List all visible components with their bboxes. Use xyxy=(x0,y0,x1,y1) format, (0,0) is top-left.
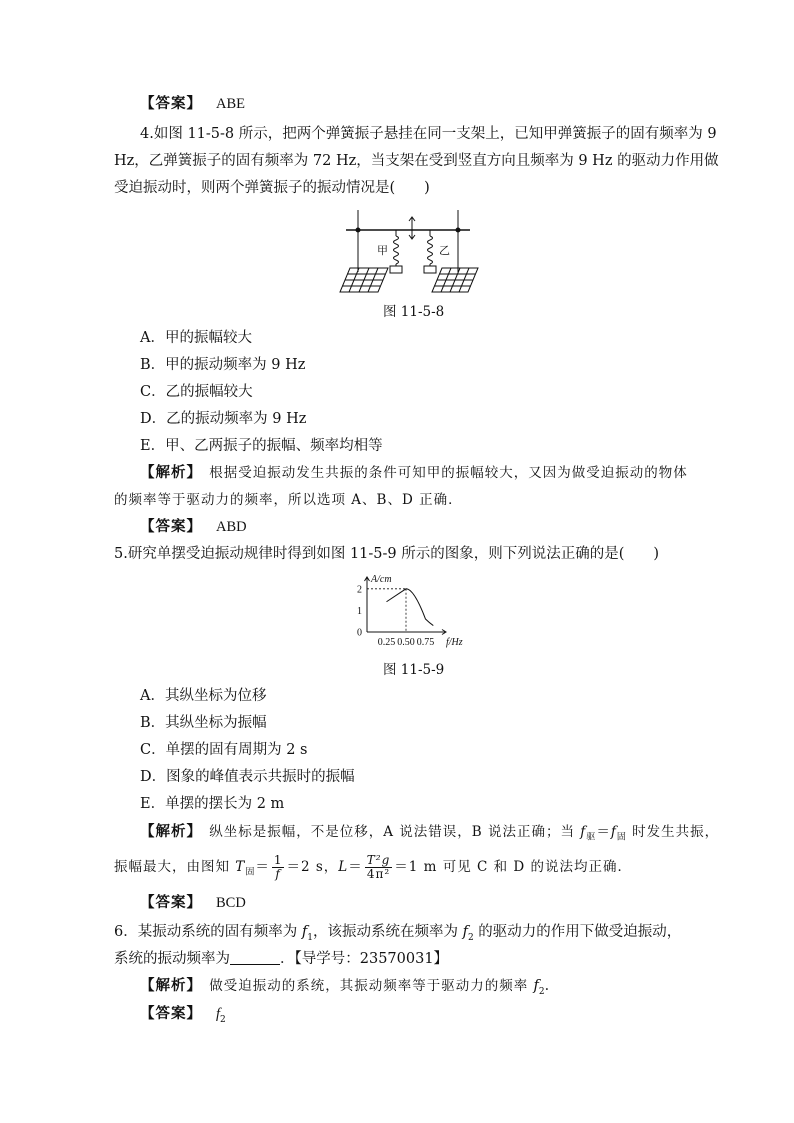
q4-option-a: A．甲的振幅较大 xyxy=(140,330,252,346)
answer-label: 【答案】 xyxy=(140,518,202,535)
q6-answer-line xyxy=(140,1004,226,1030)
spring-yi xyxy=(428,236,433,264)
subscript-2: 2 xyxy=(220,1014,226,1025)
analysis-text: 根据受迫振动发生共振的条件可知甲的振幅较大，又因为做受迫振动的物体 xyxy=(209,465,688,481)
period-value: ＝2 s， xyxy=(286,859,339,875)
answer-value: ABE xyxy=(216,96,245,112)
y-tick-label-2: 2 xyxy=(357,584,362,596)
subscript-2: 2 xyxy=(538,986,545,997)
q6-text-part1: 6．某振动系统的固有频率为 xyxy=(114,924,302,940)
analysis-label: 【解析】 xyxy=(140,823,195,840)
q4-stem-line1: 4.如图 11-5-8 所示，把两个弹簧振子悬挂在同一支架上，已知甲弹簧振子的固有频率为 9 xyxy=(140,126,717,142)
q6-text-part3: 的驱动力的作用下做受迫振动， xyxy=(473,924,682,940)
q4-option-b: B．甲的振动频率为 9 Hz xyxy=(140,357,306,373)
f-symbol: f xyxy=(301,924,308,940)
fraction-numerator: 1 xyxy=(273,853,283,867)
q5-analysis-line1 xyxy=(140,822,719,848)
equals-sign: ＝ xyxy=(596,824,611,840)
equals-sign: ＝ xyxy=(255,859,270,875)
q5-option-d: D．图象的峰值表示共振时的振幅 xyxy=(140,769,355,785)
analysis-label: 【解析】 xyxy=(140,977,195,994)
length-conclusion: ＝1 m 可见 C 和 D 的说法均正确． xyxy=(394,859,633,875)
q5-answer-line xyxy=(140,893,246,913)
figure-spring-oscillators xyxy=(330,202,480,294)
analysis-text-part2: 时发生共振， xyxy=(626,824,720,840)
q3-answer-line xyxy=(140,94,245,114)
fraction-1-over-f xyxy=(272,854,285,881)
answer-value: BCD xyxy=(216,895,246,911)
figure-caption-11-5-9: 图 11-5-9 xyxy=(383,662,445,678)
L-symbol: L xyxy=(338,859,349,875)
y-axis-label: A/cm xyxy=(371,574,392,585)
analysis-text: 做受迫振动的系统，其振动频率等于驱动力的频率 xyxy=(209,978,534,994)
resonance-curve xyxy=(387,589,434,626)
equals-sign: ＝ xyxy=(348,859,363,875)
answer-value: ABD xyxy=(216,519,247,535)
q4-option-c: C．乙的振幅较大 xyxy=(140,384,253,400)
x-tick-label-0.25: 0.25 xyxy=(377,637,396,648)
x-tick-label-0.75: 0.75 xyxy=(416,637,435,648)
q5-option-b: B．其纵坐标为振幅 xyxy=(140,715,267,731)
q4-option-e: E．甲、乙两振子的振幅、频率均相等 xyxy=(140,438,383,454)
q5-option-a: A．其纵坐标为位移 xyxy=(140,688,267,704)
q6-stem-line2 xyxy=(114,949,448,969)
q4-analysis-line1 xyxy=(140,463,688,483)
left-joint xyxy=(356,228,360,232)
fraction-denominator: f xyxy=(275,867,281,881)
answer-value: f xyxy=(216,1006,221,1022)
subscript-drive: 驱 xyxy=(586,832,597,843)
q6-text-part2: ，该振动系统在频率为 xyxy=(312,924,463,940)
q4-analysis-line2: 的频率等于驱动力的频率，所以选项 A、B、D 正确． xyxy=(114,492,463,508)
q5-option-e: E．单摆的摆长为 2 m xyxy=(140,796,285,812)
q4-stem-line2: Hz，乙弹簧振子的固有频率为 72 Hz，当支架在受到竖直方向且频率为 9 Hz 的驱动力作用做 xyxy=(114,153,719,169)
analysis-text-part3: 振幅最大，由图知 xyxy=(114,859,236,875)
analysis-period: ． xyxy=(544,978,560,994)
T-symbol: T xyxy=(235,859,246,875)
q5-option-c: C．单摆的固有周期为 2 s xyxy=(140,742,308,758)
answer-label: 【答案】 xyxy=(140,95,202,112)
q4-answer-line xyxy=(140,517,247,537)
x-tick-label-0.50: 0.50 xyxy=(397,637,415,648)
fraction-denominator: 4π² xyxy=(366,867,391,881)
analysis-text-part1: 纵坐标是振幅，不是位移，A 说法错误，B 说法正确；当 xyxy=(209,824,581,840)
figure-caption-11-5-8: 图 11-5-8 xyxy=(383,304,445,320)
subscript-natural: 固 xyxy=(616,832,627,843)
f-symbol: f xyxy=(533,978,539,994)
q6-guide-number: ．【导学号：23570031】 xyxy=(280,951,449,967)
left-base-grid xyxy=(340,268,388,292)
q5-analysis-line2 xyxy=(114,852,632,888)
spring-jia xyxy=(394,236,399,264)
subscript-2: 2 xyxy=(467,932,474,943)
label-yi: 乙 xyxy=(439,244,450,257)
mass-yi xyxy=(424,266,436,273)
q5-stem-line1: 5.研究单摆受迫振动规律时得到如图 11-5-9 所示的图象，则下列说法正确的是( ) xyxy=(114,546,660,562)
label-jia: 甲 xyxy=(377,244,388,257)
answer-label: 【答案】 xyxy=(140,894,202,911)
subscript-natural: 固 xyxy=(245,867,256,878)
f-symbol: f xyxy=(462,924,468,940)
right-joint xyxy=(456,228,460,232)
q6-stem-line1 xyxy=(114,922,681,948)
q6-analysis-line xyxy=(140,976,559,1002)
q4-option-d: D．乙的振动频率为 9 Hz xyxy=(140,411,307,427)
analysis-label: 【解析】 xyxy=(140,464,195,481)
answer-label: 【答案】 xyxy=(140,1005,202,1022)
q6-text-part4: 系统的振动频率为 xyxy=(114,951,230,967)
mass-jia xyxy=(390,266,402,273)
q4-stem-line3: 受迫振动时，则两个弹簧振子的振动情况是( ) xyxy=(114,180,430,196)
subscript-1: 1 xyxy=(307,932,313,943)
answer-blank[interactable] xyxy=(230,950,280,965)
figure-resonance-chart xyxy=(335,574,475,652)
f-symbol: f xyxy=(610,824,617,840)
fraction-length-formula xyxy=(365,854,393,881)
y-tick-label-1: 1 xyxy=(357,605,362,617)
right-base-grid xyxy=(432,268,478,292)
fraction-numerator: T²g xyxy=(366,853,391,867)
x-axis-label: f/Hz xyxy=(446,637,463,648)
f-symbol: f xyxy=(580,824,587,840)
y-tick-label-0: 0 xyxy=(357,627,362,639)
